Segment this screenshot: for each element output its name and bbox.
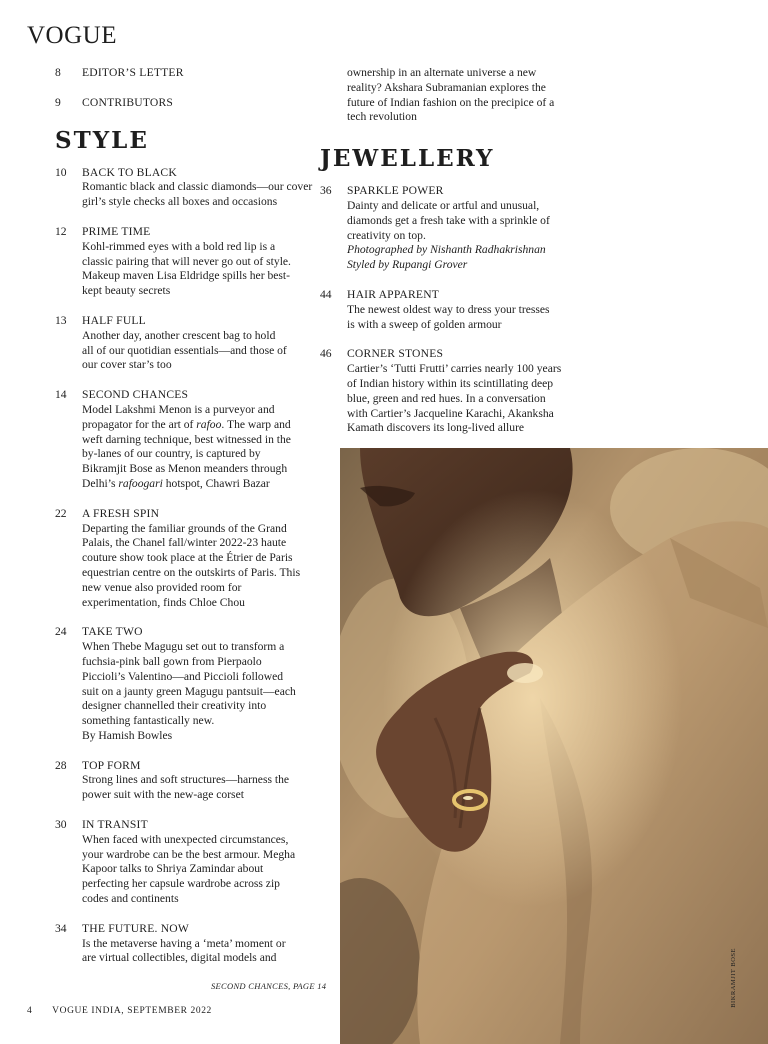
contents-left-column [55,66,315,966]
toc-entry[interactable] [55,66,315,81]
contents-right-column [320,66,570,436]
toc-title: HALF FULL [82,313,146,327]
toc-title: TOP FORM [82,758,141,772]
toc-title: IN TRANSIT [82,818,148,832]
folio [27,1006,212,1016]
toc-title: CONTRIBUTORS [82,95,174,109]
toc-entry[interactable] [320,347,570,436]
toc-entry[interactable] [55,625,315,743]
toc-title: EDITOR’S LETTER [82,66,184,79]
toc-description: Romantic black and classic diamonds—our cover girl’s style checks all boxes and occasions [82,180,313,209]
toc-title: BACK TO BLACK [82,165,177,179]
toc-title: HAIR APPARENT [347,287,440,301]
page-number: 4 [27,1006,33,1016]
toc-entry[interactable] [55,166,315,210]
toc-description: Another day, another crescent bag to hold all of our quotidian essentials—and those of our cover star’s too [82,328,287,372]
toc-description-text: . The warp and weft darning technique, best witnessed in the by-lanes of our country, is captured by Bikramjit Bose as Menon meanders through Delhi’s [82,417,291,490]
toc-title: SECOND CHANCES [82,388,189,402]
toc-description-text: hotspot, Chawri Bazar [162,476,270,490]
toc-page-number: 12 [55,224,67,238]
toc-entry[interactable] [320,184,570,273]
toc-page-number: 44 [320,287,332,301]
toc-description: Departing the familiar grounds of the Grand Palais, the Chanel fall/winter 2022-23 haute couture show took place at the Étrier de Paris equestrian centre on the outskirts of Paris. This new venue also provided room for experimentation, finds Chloe Chou [82,521,301,609]
toc-page-number: 22 [55,506,67,520]
toc-entry[interactable] [55,225,315,299]
editorial-photo [340,448,768,1044]
toc-entry[interactable] [55,314,315,373]
toc-styling-credit: Styled by Rupangi Grover [347,258,468,272]
toc-description-text: Model Lakshmi Menon is a purveyor and propagator for the art of [82,402,275,431]
toc-page-number: 28 [55,758,67,772]
toc-description [82,403,302,492]
toc-title: THE FUTURE. NOW [82,921,190,935]
toc-description: Strong lines and soft structures—harness the power suit with the new-age corset [82,773,290,802]
toc-page-number: 14 [55,388,67,402]
toc-title: SPARKLE POWER [347,184,444,198]
toc-entry[interactable] [55,759,315,803]
toc-page-number: 8 [55,66,61,79]
toc-page-number: 10 [55,165,67,179]
toc-description: The newest oldest way to dress your tresses is with a sweep of golden armour [347,302,550,331]
toc-entry[interactable] [320,288,570,332]
toc-description: Kohl-rimmed eyes with a bold red lip is a classic pairing that will never go out of style. Makeup maven Lisa Eldridge spills her best-kept beauty secrets [82,239,291,298]
toc-entry[interactable] [55,96,315,111]
toc-description: Cartier’s ‘Tutti Frutti’ carries nearly 100 years of Indian history within its scintillating deep blue, green and red hues. In a conversation with Cartier’s Jacqueline Karachi, Akanksha Kamath discovers its long-lived allure [347,362,562,435]
toc-page-number: 46 [320,347,332,361]
toc-continued-text: ownership in an alternate universe a new reality? Akshara Subramanian explores the future of Indian fashion on the precipice of a tech revolution [347,66,555,124]
toc-page-number: 34 [55,921,67,935]
toc-page-number: 24 [55,625,67,639]
section-heading-jewellery: JEWELLERY [320,145,495,173]
masthead-logo: VOGUE [27,22,117,49]
toc-entry[interactable] [55,507,315,611]
toc-title: A FRESH SPIN [82,506,160,520]
toc-photo-credit: Photographed by Nishanth Radhakrishnan [347,243,546,257]
toc-description-italic: rafoogari [118,476,163,490]
toc-page-number: 30 [55,818,67,832]
toc-title: CORNER STONES [347,347,444,361]
toc-page-number: 36 [320,184,332,198]
toc-entry[interactable] [55,388,315,492]
toc-entry[interactable] [55,818,315,907]
editorial-photo-illustration [340,448,768,1044]
toc-byline: By Hamish Bowles [82,728,173,742]
toc-description: Dainty and delicate or artful and unusual, diamonds get a fresh take with a sprinkle of creativity on top. [347,198,550,242]
toc-description: Is the metaverse having a ‘meta’ moment or are virtual collectibles, digital models and [82,936,286,965]
toc-page-number: 13 [55,313,67,327]
toc-description: When faced with unexpected circumstances, your wardrobe can be the best armour. Megha Kapoor talks to Shriya Zamindar about perfecting her capsule wardrobe across zip codes and continents [82,832,296,906]
toc-entry[interactable] [55,922,315,966]
photo-credit: BIKRAMJIT BOSE [730,948,737,1008]
toc-page-number: 9 [55,95,61,109]
toc-title: PRIME TIME [82,224,151,238]
photo-caption: SECOND CHANCES, PAGE 14 [211,981,327,991]
toc-description: When Thebe Magugu set out to transform a fuchsia-pink ball gown from Pierpaolo Piccioli’s Valentino—and Piccioli followed suit on a jaunty green Magugu pantsuit—each designer channelled their creativity into something fantastically new. [82,640,296,728]
section-heading-style: STYLE [55,126,149,154]
toc-description-italic: rafoo [196,417,222,431]
toc-title: TAKE TWO [82,625,143,639]
issue-line: VOGUE INDIA, SEPTEMBER 2022 [52,1006,212,1016]
